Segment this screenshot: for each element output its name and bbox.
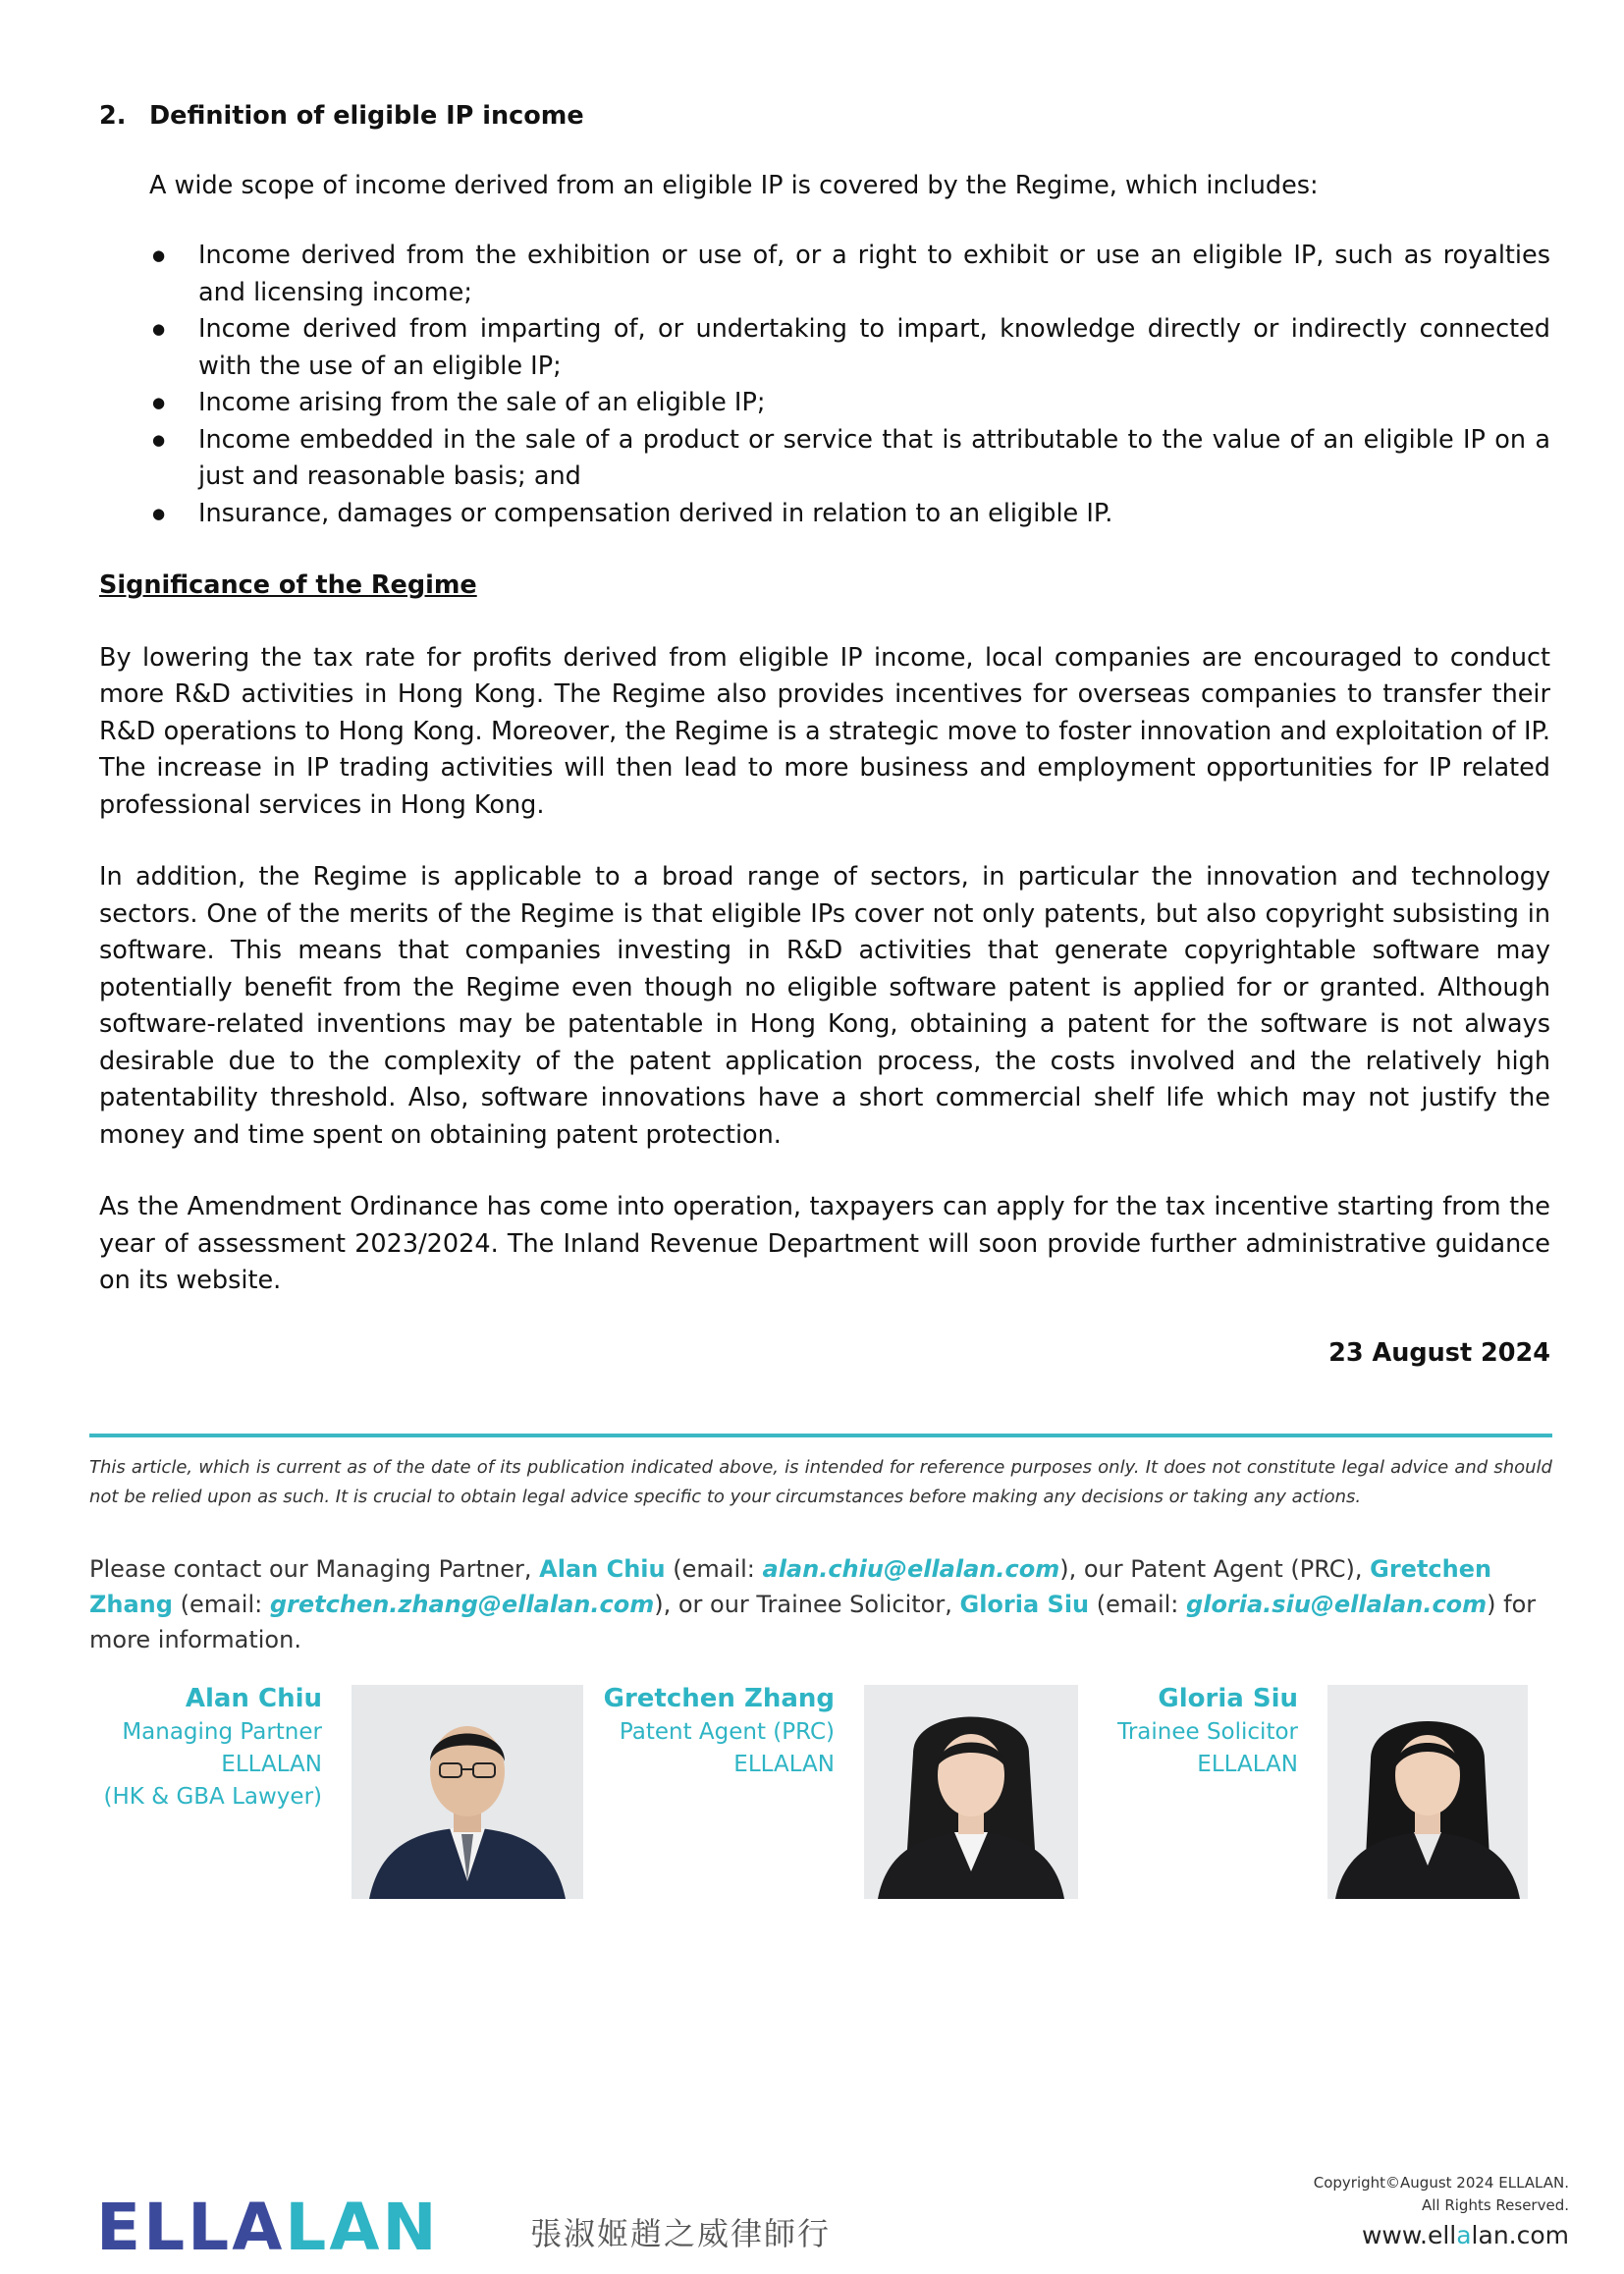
contact-text: ) for more information. bbox=[89, 1591, 1537, 1653]
logo-part: ELLA bbox=[96, 2190, 286, 2265]
avatar bbox=[864, 1685, 1078, 1899]
paragraph: By lowering the tax rate for profits derived from eligible IP income, local companies are encouraged to conduct more R&D activities in Hong Kong. The Regime also provides incentives for overseas companies to transfer their R&D operations to Hong Kong. Moreover, the Regime is a strategic move to foster innovation and exploitation of IP. The increase in IP trading activities will then lead to more business and employment opportunities for IP related professional services in Hong Kong. bbox=[99, 642, 1550, 820]
section-intro: A wide scope of income derived from an eligible IP is covered by the Regime, which includes: bbox=[149, 170, 1319, 200]
significance-heading: Significance of the Regime bbox=[99, 570, 477, 600]
person-name: Alan Chiu bbox=[185, 1684, 322, 1713]
logo-part: LAN bbox=[285, 2190, 440, 2265]
contact-name-gloria: Gloria Siu bbox=[959, 1591, 1090, 1618]
email-link-gretchen[interactable]: gretchen.zhang@ellalan.com bbox=[269, 1591, 655, 1618]
person-info bbox=[589, 1681, 835, 1781]
disclaimer: This article, which is current as of the date of its publication indicated above, is intended for reference purposes only. It does not constitute legal advice and should not be relied upon as such. It is crucial to obtain legal advice specific to your circumstances before making any decisions or taking any actions. bbox=[89, 1457, 1552, 1507]
contact-info bbox=[89, 1551, 1552, 1657]
person-extra: (HK & GBA Lawyer) bbox=[103, 1784, 322, 1810]
section-number: 2. bbox=[99, 101, 127, 131]
person-role: Managing Partner bbox=[122, 1719, 322, 1745]
person-info bbox=[1080, 1681, 1298, 1781]
article-body bbox=[99, 98, 1550, 1372]
contact-name-gretchen: Gretchen Zhang bbox=[89, 1555, 1492, 1618]
ellalan-logo bbox=[96, 2190, 440, 2265]
website-link[interactable] bbox=[1362, 2221, 1569, 2249]
contact-text: Please contact our Managing Partner, bbox=[89, 1555, 540, 1583]
email-link-gloria[interactable]: gloria.siu@ellalan.com bbox=[1186, 1591, 1488, 1618]
copyright bbox=[1314, 2172, 1569, 2217]
person-name: Gretchen Zhang bbox=[603, 1684, 835, 1713]
contact-text: (email: bbox=[172, 1591, 270, 1618]
section-title: Definition of eligible IP income bbox=[149, 101, 584, 131]
website-part: www.ell bbox=[1361, 2221, 1457, 2249]
income-bullet-list bbox=[149, 238, 1550, 532]
list-item: ● Income arising from the sale of an eligible IP; bbox=[149, 385, 1550, 422]
person-firm: ELLALAN bbox=[733, 1752, 835, 1777]
divider bbox=[89, 1434, 1552, 1437]
person-name: Gloria Siu bbox=[1158, 1684, 1298, 1713]
person-role: Patent Agent (PRC) bbox=[619, 1719, 835, 1745]
contact-name-alan: Alan Chiu bbox=[539, 1555, 666, 1583]
list-item: ● Income derived from the exhibition or use of, or a right to exhibit or use an eligible IP, such as royalties and licensing income; bbox=[149, 238, 1550, 311]
list-item: ● Income derived from imparting of, or undertaking to impart, knowledge directly or indirectly connected with the use of an eligible IP; bbox=[149, 311, 1550, 385]
contact-text: ), or our Trainee Solicitor, bbox=[654, 1591, 960, 1618]
person-role: Trainee Solicitor bbox=[1117, 1719, 1298, 1745]
avatar bbox=[352, 1685, 583, 1899]
chinese-firm-name: 張淑姬趙之威律師行 bbox=[530, 2215, 832, 2252]
section-heading bbox=[99, 98, 1550, 135]
contact-text: (email: bbox=[1089, 1591, 1187, 1618]
contact-text: ), our Patent Agent (PRC), bbox=[1059, 1555, 1371, 1583]
email-link-alan[interactable]: alan.chiu@ellalan.com bbox=[762, 1555, 1060, 1583]
contact-text: (email: bbox=[665, 1555, 763, 1583]
list-item: ● Insurance, damages or compensation derived in relation to an eligible IP. bbox=[149, 496, 1550, 533]
paragraph: As the Amendment Ordinance has come into operation, taxpayers can apply for the tax incentive starting from the year of assessment 2023/2024. The Inland Revenue Department will soon provide further administrative guidance on its website. bbox=[99, 1192, 1550, 1295]
copyright-line: Copyright©August 2024 ELLALAN. bbox=[1313, 2174, 1569, 2192]
list-item: ● Income embedded in the sale of a product or service that is attributable to the value of an eligible IP on a just and reasonable basis; and bbox=[149, 422, 1550, 496]
person-firm: ELLALAN bbox=[221, 1752, 322, 1777]
website-part: lan.com bbox=[1471, 2221, 1569, 2249]
website-part: a bbox=[1456, 2221, 1472, 2249]
person-firm: ELLALAN bbox=[1197, 1752, 1298, 1777]
copyright-line: All Rights Reserved. bbox=[1421, 2196, 1569, 2214]
paragraph: In addition, the Regime is applicable to a broad range of sectors, in particular the innovation and technology sectors. One of the merits of the Regime is that eligible IPs cover not only patents, but also copyright subsisting in software. This means that companies investing in R&D activities that generate copyrightable software may potentially benefit from the Regime even though no eligible software patent is applied for or granted. Although software-related inventions may be patentable in Hong Kong, obtaining a patent for the software is not always desirable due to the complexity of the patent application process, the costs involved and the relatively high patentability threshold. Also, software innovations have a short commercial shelf life which may not justify the money and time spent on obtaining patent protection. bbox=[99, 862, 1550, 1150]
person-info bbox=[98, 1681, 322, 1814]
avatar bbox=[1327, 1685, 1528, 1899]
publication-date: 23 August 2024 bbox=[1328, 1337, 1550, 1368]
